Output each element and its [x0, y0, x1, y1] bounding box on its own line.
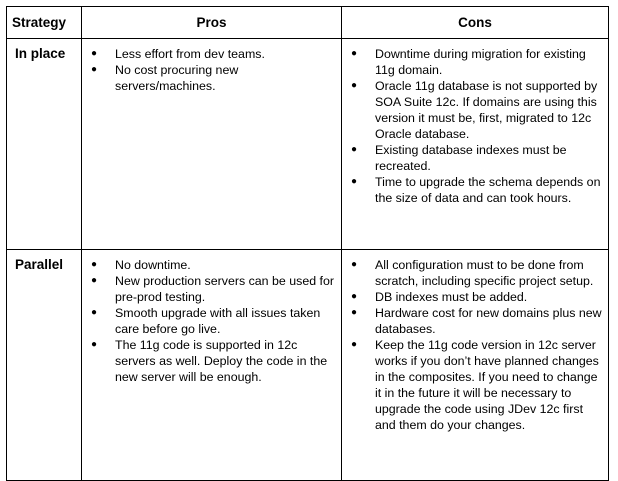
cons-list [342, 39, 608, 206]
bullet-icon: ● [351, 80, 358, 91]
cons-cell [342, 250, 609, 481]
bullet-icon: ● [351, 339, 358, 350]
pros-cell [82, 39, 342, 250]
cons-cell [342, 39, 609, 250]
list-item: ● Downtime during migration for existing 11g domain. [351, 47, 586, 77]
list-item: ● Less effort from dev teams. [91, 47, 265, 61]
list-item: ● No cost procuring new servers/machines. [91, 63, 239, 93]
pros-list [82, 250, 341, 385]
list-item: ● No downtime. [91, 258, 191, 272]
header-pros: Pros [82, 7, 342, 39]
bullet-icon: ● [91, 339, 98, 350]
list-item: ● Oracle 11g database is not supported by SOA Suite 12c. If domains are using this version it must be, first, migrated to 12c Oracle database. [351, 79, 598, 141]
list-item: ● Smooth upgrade with all issues taken care before go live. [91, 306, 321, 336]
list-item: ● DB indexes must be added. [351, 290, 528, 304]
list-item: ● Keep the 11g code version in 12c server works if you don’t have planned changes in the composites. If you need to change it in the future it will be necessary to upgrade the code using JDev 12c first and them do your changes. [351, 338, 599, 432]
pros-list [82, 39, 341, 94]
bullet-icon: ● [91, 275, 98, 286]
bullet-icon: ● [351, 48, 358, 59]
table-row-in-place [7, 39, 609, 250]
bullet-icon: ● [351, 291, 358, 302]
table-row-parallel [7, 250, 609, 481]
list-item: ● Existing database indexes must be recreated. [351, 143, 567, 173]
bullet-icon: ● [351, 259, 358, 270]
cons-list [342, 250, 608, 433]
list-item: ● New production servers can be used for pre-prod testing. [91, 274, 335, 304]
header-cons: Cons [342, 7, 609, 39]
strategy-cell: Parallel [7, 250, 82, 481]
bullet-icon: ● [351, 144, 358, 155]
strategy-cell: In place [7, 39, 82, 250]
list-item: ● Time to upgrade the schema depends on the size of data and can took hours. [351, 175, 601, 205]
bullet-icon: ● [91, 64, 98, 75]
pros-cell [82, 250, 342, 481]
bullet-icon: ● [351, 307, 358, 318]
list-item: ● Hardware cost for new domains plus new databases. [351, 306, 602, 336]
header-strategy: Strategy [7, 7, 82, 39]
bullet-icon: ● [91, 48, 98, 59]
bullet-icon: ● [351, 176, 358, 187]
header-row [7, 7, 609, 39]
list-item: ● All configuration must to be done from scratch, including specific project setup. [351, 258, 594, 288]
strategy-comparison-table [6, 6, 609, 481]
bullet-icon: ● [91, 307, 98, 318]
bullet-icon: ● [91, 259, 98, 270]
list-item: ● The 11g code is supported in 12c servers as well. Deploy the code in the new server will be enough. [91, 338, 328, 384]
